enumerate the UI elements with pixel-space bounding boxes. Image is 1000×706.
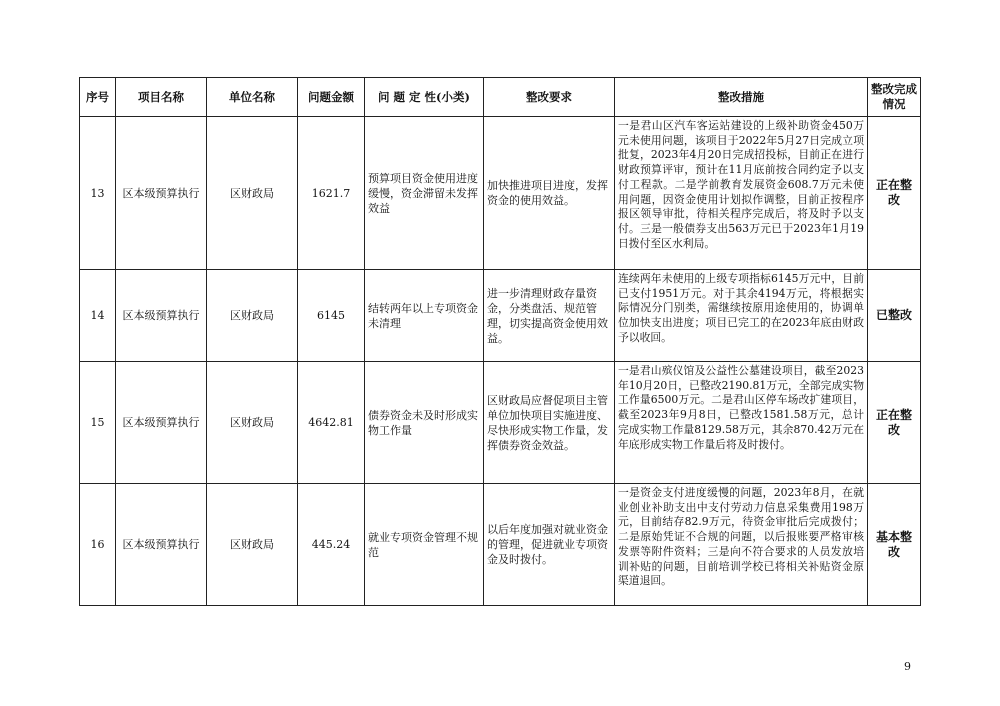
row-project: 区本级预算执行 — [116, 362, 207, 484]
row-project: 区本级预算执行 — [116, 484, 207, 606]
row-measures: 一是君山区汽车客运站建设的上级补助资金450万元未使用问题，该项目于2022年5月27日完成立项批复，2023年4月20日完成招投标，目前正在进行财政预算评审，预计在11月底前按合同约定予以支付工程款。二是学前教育发展资金608.7万元未使用问题，因资金使用计划拟作调整，目前正按程序报区领导审批，待相关程序完成后，将及时予以支付。三是一般债券支出563万元已于2023年1月19日拨付至区水利局。 — [615, 117, 868, 270]
header-status: 整改完成情况 — [868, 78, 921, 117]
row-amount: 445.24 — [298, 484, 365, 606]
row-unit: 区财政局 — [207, 270, 298, 362]
page-number: 9 — [904, 660, 911, 673]
row-project: 区本级预算执行 — [116, 117, 207, 270]
row-requirement: 加快推进项目进度，发挥资金的使用效益。 — [484, 117, 615, 270]
row-requirement: 区财政局应督促项目主管单位加快项目实施进度、尽快形成实物工作量，发挥债券资金效益。 — [484, 362, 615, 484]
header-requirement: 整改要求 — [484, 78, 615, 117]
row-status: 正在整改 — [868, 117, 921, 270]
row-amount: 1621.7 — [298, 117, 365, 270]
row-status: 正在整改 — [868, 362, 921, 484]
row-no: 14 — [80, 270, 116, 362]
row-no: 16 — [80, 484, 116, 606]
row-status: 已整改 — [868, 270, 921, 362]
row-requirement: 进一步清理财政存量资金，分类盘活、规范管理，切实提高资金使用效益。 — [484, 270, 615, 362]
row-requirement: 以后年度加强对就业资金的管理，促进就业专项资金及时拨付。 — [484, 484, 615, 606]
table-row — [80, 362, 921, 484]
row-measures: 连续两年未使用的上级专项指标6145万元中，目前已支付1951万元。对于其余4194万元，将根据实际情况分门别类，需继续按原用途使用的，协调单位加快支出进度；项目已完工的在2023年底由财政予以收回。 — [615, 270, 868, 362]
header-measures: 整改措施 — [615, 78, 868, 117]
header-project: 项目名称 — [116, 78, 207, 117]
header-issue: 问 题 定 性(小类) — [365, 78, 484, 117]
row-project: 区本级预算执行 — [116, 270, 207, 362]
table-header-row — [80, 78, 921, 117]
table-row — [80, 484, 921, 606]
rectification-table — [79, 77, 921, 606]
row-measures: 一是君山殡仪馆及公益性公墓建设项目，截至2023年10月20日，已整改2190.81万元，全部完成实物工作量6500万元。二是君山区停车场改扩建项目，截至2023年9月8日，已整改1581.58万元，总计完成实物工作量8129.58万元，其余870.42万元在年底形成实物工作量后将及时拨付。 — [615, 362, 868, 484]
row-no: 13 — [80, 117, 116, 270]
row-issue: 债券资金未及时形成实物工作量 — [365, 362, 484, 484]
row-unit: 区财政局 — [207, 117, 298, 270]
header-unit: 单位名称 — [207, 78, 298, 117]
table-row — [80, 270, 921, 362]
row-issue: 预算项目资金使用进度缓慢，资金滞留未发挥效益 — [365, 117, 484, 270]
row-measures: 一是资金支付进度缓慢的问题，2023年8月，在就业创业补助支出中支付劳动力信息采集费用198万元，目前结存82.9万元，待资金审批后完成拨付；二是原始凭证不合规的问题，以后报账要严格审核发票等附件资料；三是向不符合要求的人员发放培训补贴的问题，目前培训学校已将相关补贴资金原渠道退回。 — [615, 484, 868, 606]
row-amount: 6145 — [298, 270, 365, 362]
row-unit: 区财政局 — [207, 484, 298, 606]
row-issue: 结转两年以上专项资金未清理 — [365, 270, 484, 362]
row-no: 15 — [80, 362, 116, 484]
header-no: 序号 — [80, 78, 116, 117]
header-amount: 问题金额 — [298, 78, 365, 117]
row-status: 基本整改 — [868, 484, 921, 606]
row-unit: 区财政局 — [207, 362, 298, 484]
row-amount: 4642.81 — [298, 362, 365, 484]
row-issue: 就业专项资金管理不规范 — [365, 484, 484, 606]
table-row — [80, 117, 921, 270]
